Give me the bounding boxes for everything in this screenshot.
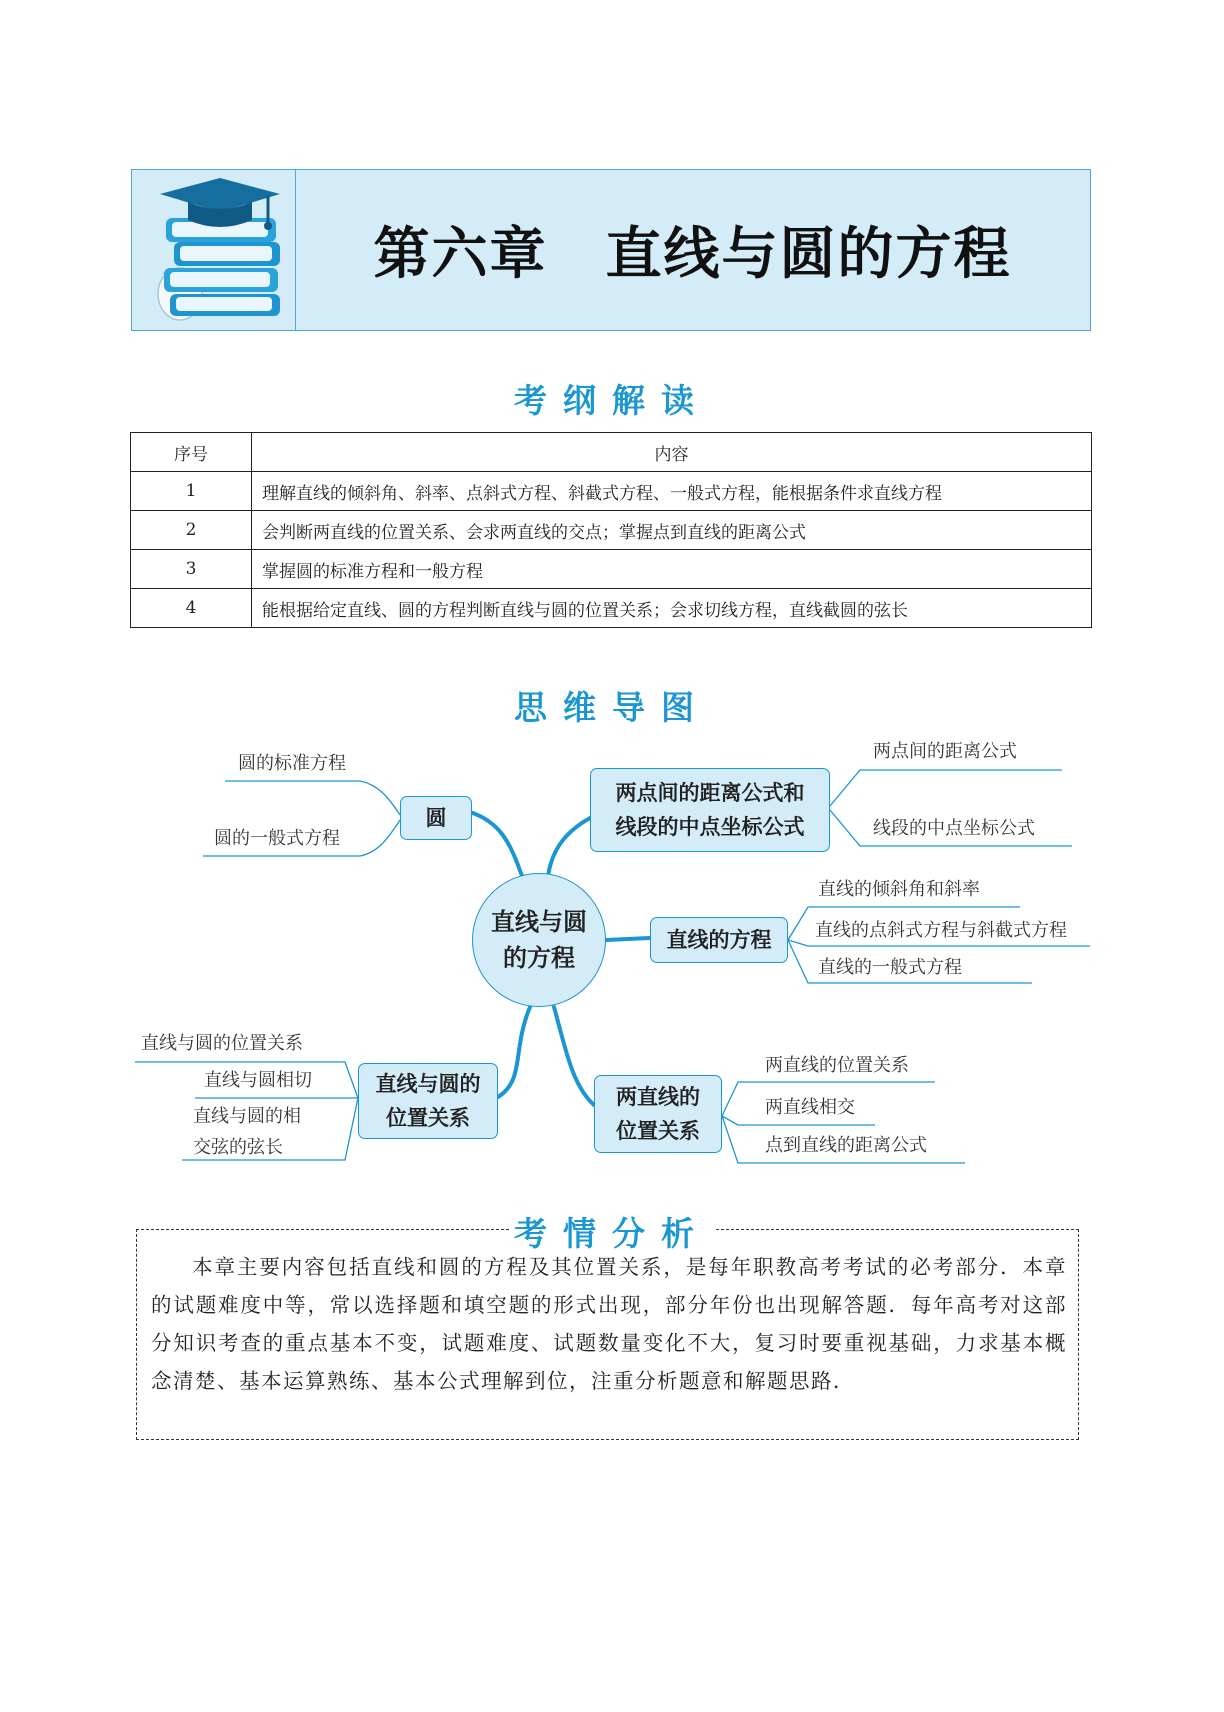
leaf-point-slope: 直线的点斜式方程与斜截式方程: [815, 920, 1067, 941]
branch-two-lines: [554, 1007, 594, 1105]
analysis-text: 本章主要内容包括直线和圆的方程及其位置关系，是每年职教高考考试的必考部分．本章的试题难度中等，常以选择题和填空题的形式出现，部分年份也出现解答题．每年高考对这部分知识考查的重点基本不变，试题难度、试题数量变化不大，复习时要重视基础，力求基本概念清楚、基本运算熟练、基本公式理解到位，注重分析题意和解题思路．: [151, 1255, 1067, 1393]
node-distance-line2: 线段的中点坐标公式: [615, 815, 805, 839]
row-content: 会判断两直线的位置关系、会求两直线的交点；掌握点到直线的距离公式: [252, 511, 1092, 550]
leaf-line-circle-position: 直线与圆的位置关系: [141, 1033, 303, 1054]
syllabus-heading: 考纲解读: [514, 381, 710, 420]
node-distance-line1: 两点间的距离公式和: [615, 781, 805, 805]
mindmap-heading: 思维导图: [514, 688, 710, 727]
row-num: 1: [131, 472, 252, 511]
node-two-lines-line1: 两直线的: [616, 1085, 700, 1109]
leaf-intersect: 两直线相交: [765, 1097, 855, 1118]
leaf-tangent: 直线与圆相切: [204, 1070, 312, 1091]
analysis-heading: 考情分析: [510, 1214, 714, 1253]
branch-distance: [548, 818, 590, 876]
row-content: 能根据给定直线、圆的方程判断直线与圆的位置关系；会求切线方程，直线截圆的弦长: [252, 589, 1092, 628]
row-content: 理解直线的倾斜角、斜率、点斜式方程、斜截式方程、一般式方程，能根据条件求直线方程: [252, 472, 1092, 511]
mindmap-center-node: [472, 873, 606, 1007]
branch-line-eq: [606, 938, 650, 940]
node-line-circle-line1: 直线与圆的: [375, 1072, 481, 1096]
header-num: 序号: [131, 433, 252, 472]
node-distance: [590, 768, 830, 852]
branch-circle: [470, 812, 522, 876]
leaf-circle-standard: 圆的标准方程: [238, 753, 346, 774]
center-line1: 直线与圆: [491, 908, 587, 936]
node-line-equation: 直线的方程: [650, 917, 788, 963]
leaf-point-line-distance: 点到直线的距离公式: [765, 1135, 927, 1156]
node-line-circle: [358, 1063, 498, 1139]
node-two-lines-line2: 位置关系: [616, 1119, 700, 1143]
leaf-circle-general: 圆的一般式方程: [214, 828, 340, 849]
branch-line-circle: [498, 1007, 530, 1097]
leaf-chord-1: 直线与圆的相: [193, 1106, 301, 1127]
leaf-two-lines-position: 两直线的位置关系: [765, 1055, 909, 1076]
header-content: 内容: [252, 433, 1092, 472]
node-line-circle-line2: 位置关系: [386, 1106, 470, 1130]
leaf-midpoint-formula: 线段的中点坐标公式: [873, 818, 1035, 839]
chapter-title: 第六章 直线与圆的方程: [373, 221, 1012, 287]
row-content: 掌握圆的标准方程和一般方程: [252, 550, 1092, 589]
center-line2: 的方程: [503, 944, 575, 972]
node-two-lines: [594, 1075, 722, 1153]
leaf-chord-2: 交弦的弦长: [193, 1137, 283, 1158]
row-num: 3: [131, 550, 252, 589]
leaf-slope: 直线的倾斜角和斜率: [818, 879, 980, 900]
node-circle: 圆: [400, 796, 472, 840]
leaf-general-form: 直线的一般式方程: [818, 957, 962, 978]
row-num: 2: [131, 511, 252, 550]
row-num: 4: [131, 589, 252, 628]
leaf-distance-formula: 两点间的距离公式: [873, 741, 1017, 762]
